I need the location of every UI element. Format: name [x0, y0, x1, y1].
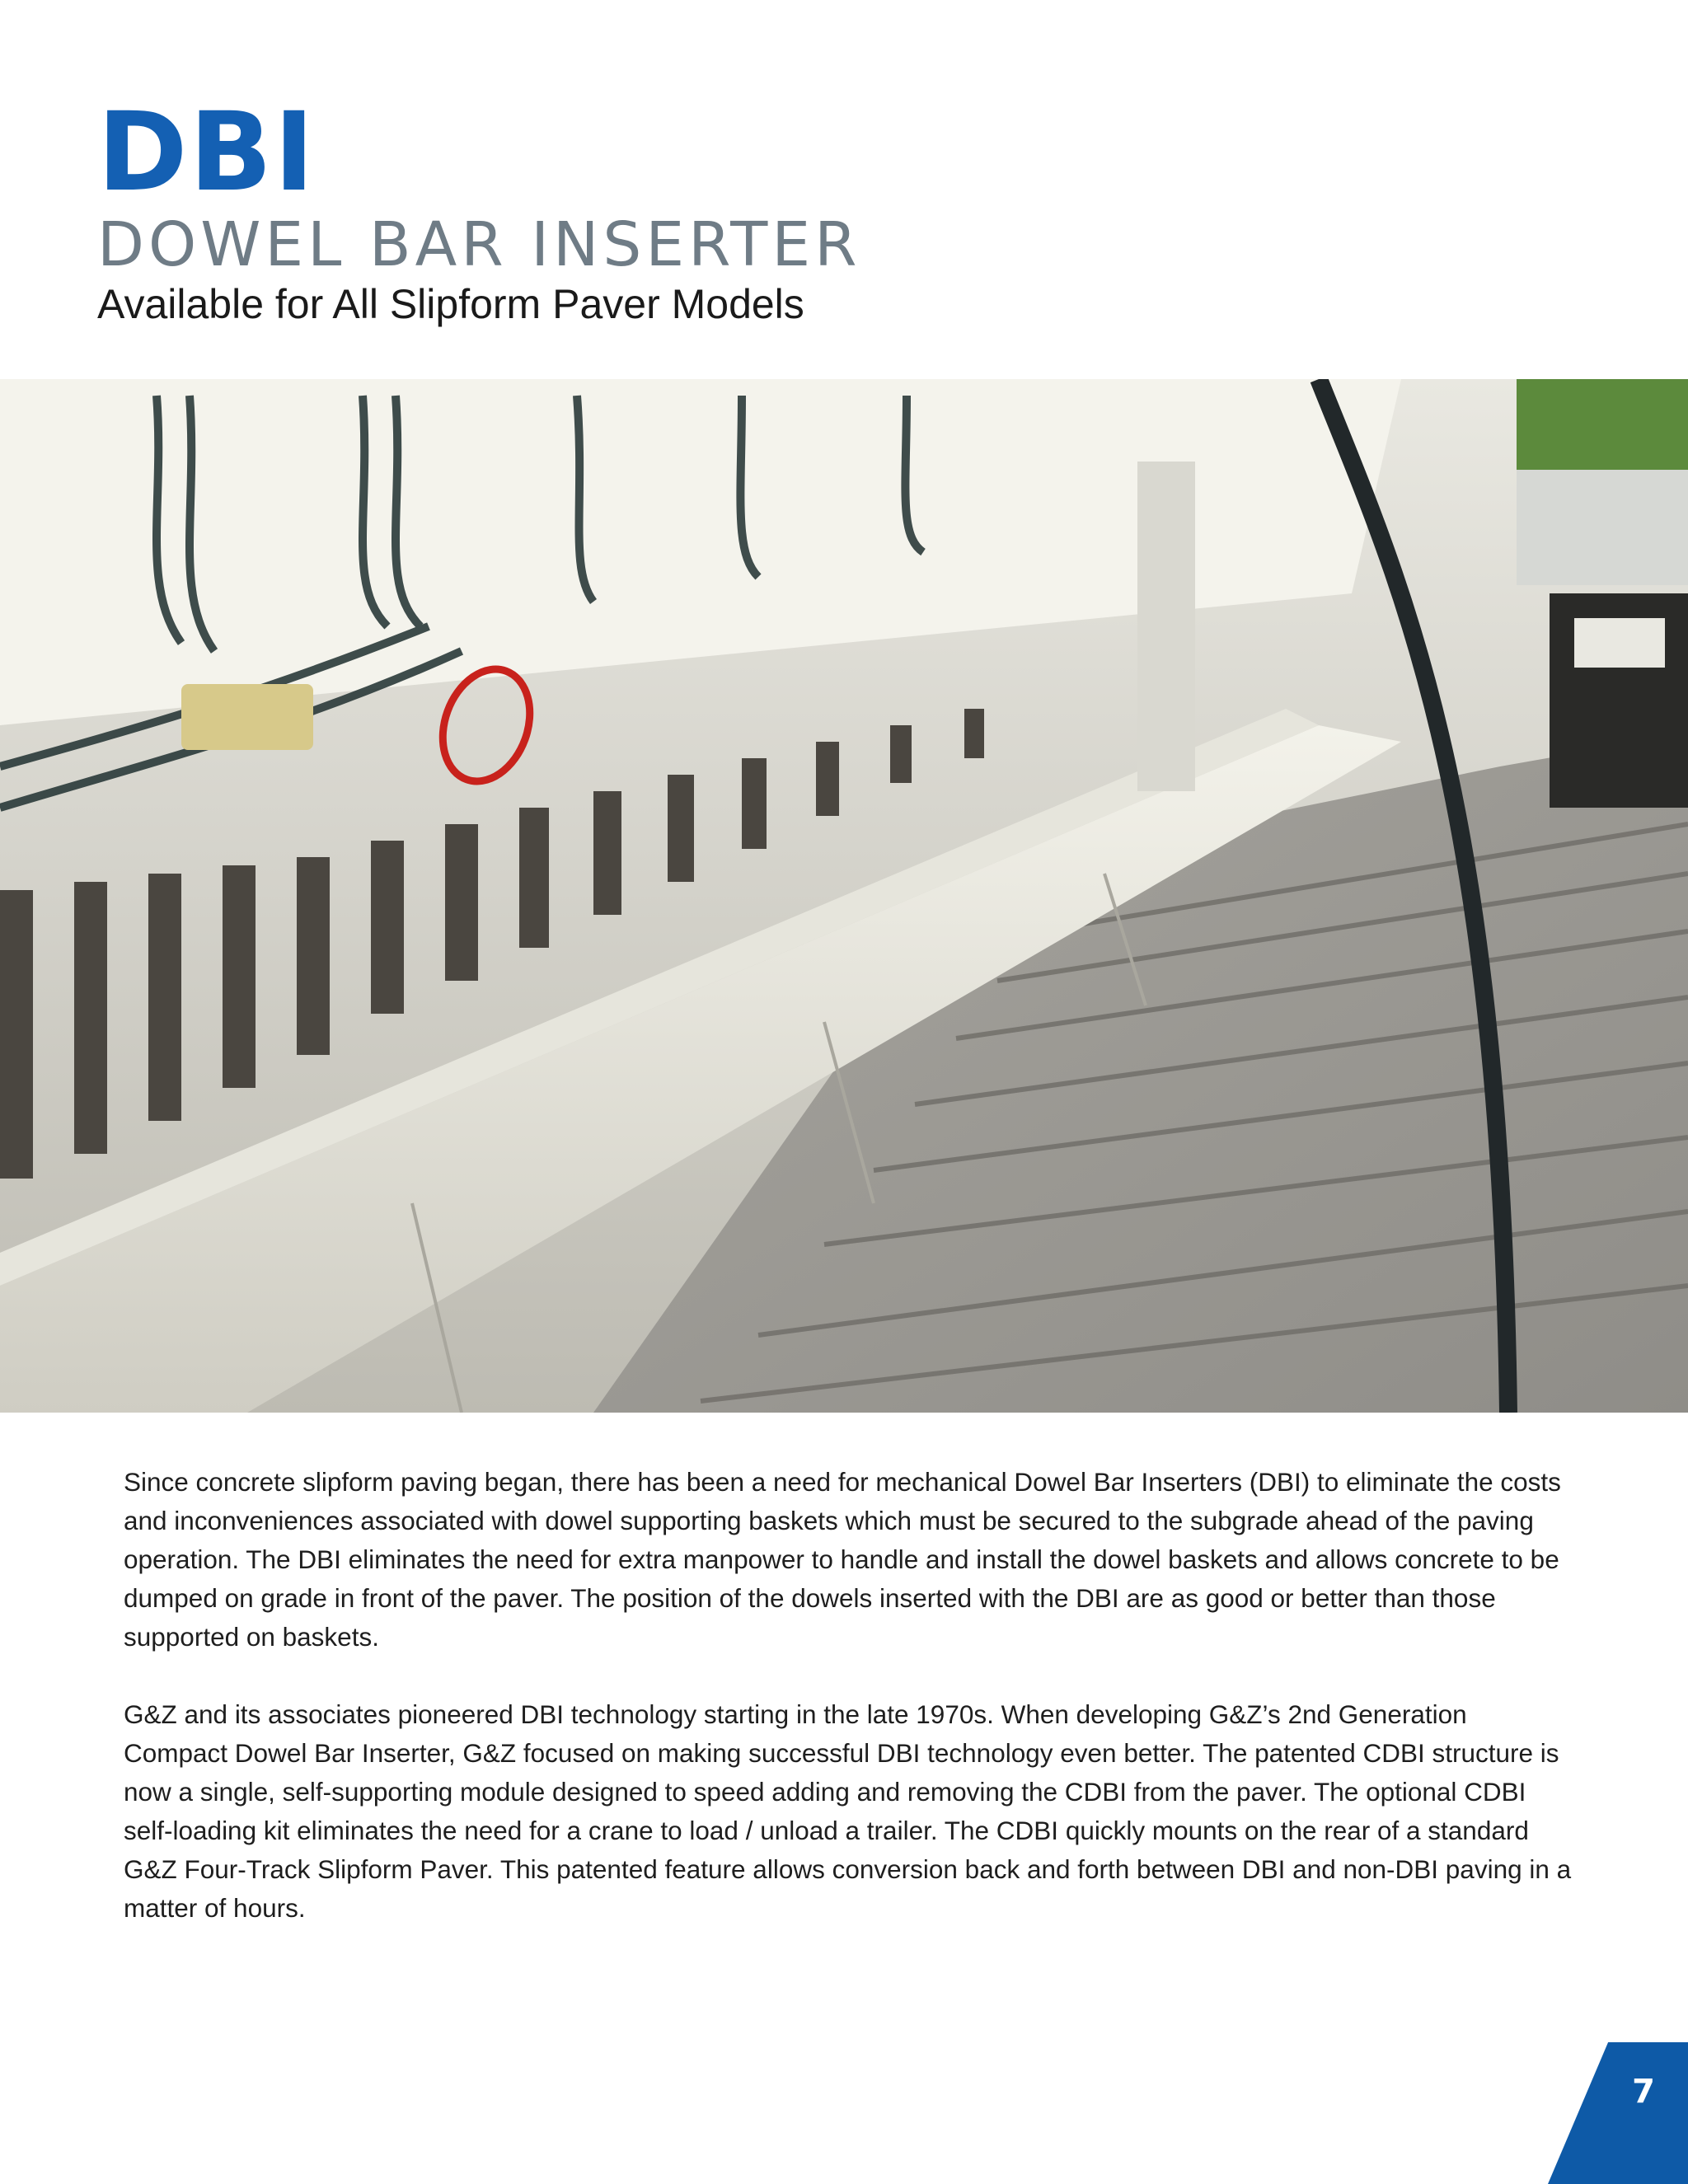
page-header — [97, 89, 1251, 329]
paragraph-2: G&Z and its associates pioneered DBI technology starting in the late 1970s. When developing G&Z’s 2nd Generation Compact Dowel Bar Inserter, G&Z focused on making successful DBI technology even better. The patented CDBI structure is now a single, self-supporting module designed to speed adding and removing the CDBI from the paver. The optional CDBI self-loading kit eliminates the need for a crane to load / unload a trailer. The CDBI quickly mounts on the rear of a standard G&Z Four-Track Slipform Paver. This patented feature allows conversion back and forth between DBI and non-DBI paving in a matter of hours. — [124, 1699, 1572, 1923]
paragraph-1: Since concrete slipform paving began, there has been a need for mechanical Dowel Bar Inserters (DBI) to eliminate the costs and inconveniences associated with dowel supporting baskets which must be secured to the subgrade ahead of the paving operation. The DBI eliminates the need for extra manpower to handle and install the dowel baskets and allows concrete to be dumped on grade in front of the paver. The position of the dowels inserted with the DBI are as good or better than those supported on baskets. — [124, 1467, 1561, 1652]
page-title: DBI — [97, 89, 316, 216]
page-number-tab — [1548, 2042, 1688, 2184]
page-subtitle: DOWEL BAR INSERTER — [97, 209, 861, 280]
page-tagline: Available for All Slipform Paver Models — [97, 281, 804, 327]
dowel-bar-inserter-photo — [0, 379, 1688, 1413]
body-text — [124, 1463, 1574, 1966]
page-number: 7 — [1632, 2073, 1655, 2111]
